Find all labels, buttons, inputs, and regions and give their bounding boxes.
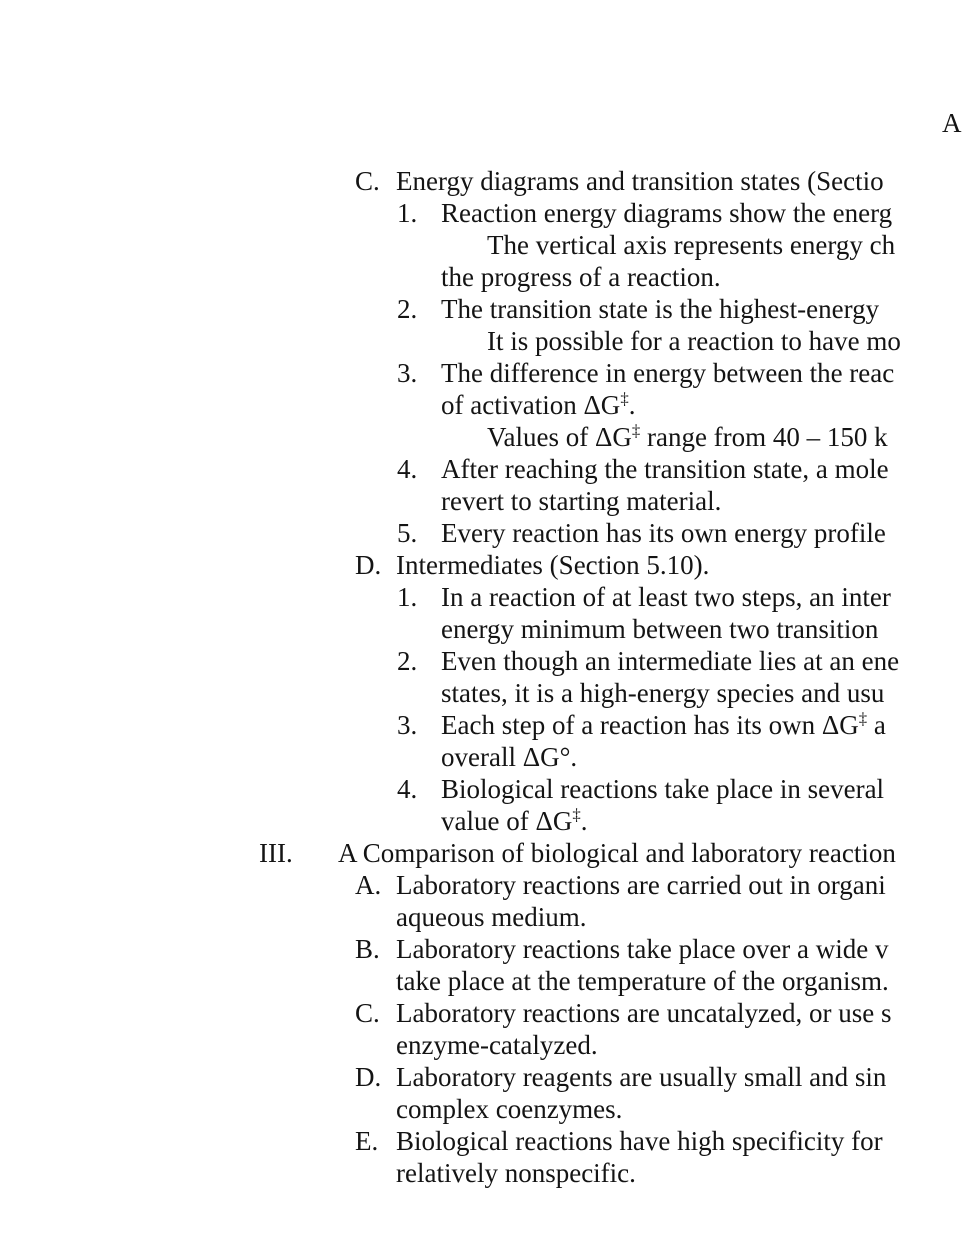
outline-text: value of ΔG‡. xyxy=(441,804,588,836)
outline-text: Reaction energy diagrams show the energ xyxy=(441,198,893,228)
outline-text: The transition state is the highest-energy xyxy=(441,294,880,324)
outline-text: Laboratory reactions take place over a wide v xyxy=(396,934,889,964)
outline-text: complex coenzymes. xyxy=(396,1094,623,1124)
outline-text: Every reaction has its own energy profile xyxy=(441,518,886,548)
outline-marker: D. xyxy=(355,550,382,580)
outline-text: overall ΔG°. xyxy=(441,742,578,772)
outline-marker: 2. xyxy=(397,646,418,676)
outline-text: It is possible for a reaction to have mo xyxy=(487,326,901,356)
outline-text: The difference in energy between the reac xyxy=(441,358,895,388)
outline-text: revert to starting material. xyxy=(441,486,722,516)
page-header-fragment: A xyxy=(942,108,962,138)
outline-marker: C. xyxy=(355,166,380,196)
outline-text: the progress of a reaction. xyxy=(441,262,721,292)
outline-text: relatively nonspecific. xyxy=(396,1158,636,1188)
outline-text: Laboratory reagents are usually small and sin xyxy=(396,1062,887,1092)
outline-marker: 5. xyxy=(397,518,418,548)
outline-marker: 1. xyxy=(397,198,418,228)
outline-marker: 4. xyxy=(397,774,418,804)
outline-text: states, it is a high-energy species and usu xyxy=(441,678,885,708)
outline-text: aqueous medium. xyxy=(396,902,587,932)
outline-text: energy minimum between two transition xyxy=(441,614,879,644)
outline-text: The vertical axis represents energy ch xyxy=(487,230,896,260)
outline-text: Each step of a reaction has its own ΔG‡ a xyxy=(441,708,886,740)
outline-text: Intermediates (Section 5.10). xyxy=(396,550,710,580)
outline-text: Laboratory reactions are uncatalyzed, or use s xyxy=(396,998,892,1028)
outline-text: Laboratory reactions are carried out in organi xyxy=(396,870,886,900)
outline-text: After reaching the transition state, a mole xyxy=(441,454,889,484)
outline-marker: 4. xyxy=(397,454,418,484)
outline-text: enzyme-catalyzed. xyxy=(396,1030,598,1060)
outline-marker: E. xyxy=(355,1126,379,1156)
outline-marker: 2. xyxy=(397,294,418,324)
outline-marker: 3. xyxy=(397,710,418,740)
outline-text: Even though an intermediate lies at an ene xyxy=(441,646,900,676)
outline-marker: C. xyxy=(355,998,380,1028)
outline-text: Values of ΔG‡ range from 40 – 150 k xyxy=(487,420,888,452)
outline-text: Biological reactions have high specificity for xyxy=(396,1126,883,1156)
outline-text: of activation ΔG‡. xyxy=(441,388,636,420)
outline-marker: 3. xyxy=(397,358,418,388)
outline-text: Energy diagrams and transition states (Sectio xyxy=(396,166,884,196)
outline-marker: D. xyxy=(355,1062,382,1092)
outline-marker: A. xyxy=(355,870,382,900)
outline-text: In a reaction of at least two steps, an inter xyxy=(441,582,891,612)
outline-text: Biological reactions take place in several xyxy=(441,774,885,804)
outline-marker: III. xyxy=(259,838,293,868)
outline-marker: B. xyxy=(355,934,380,964)
outline-marker: 1. xyxy=(397,582,418,612)
outline-text: A Comparison of biological and laboratory reaction xyxy=(338,838,896,868)
outline-text: take place at the temperature of the organism. xyxy=(396,966,889,996)
